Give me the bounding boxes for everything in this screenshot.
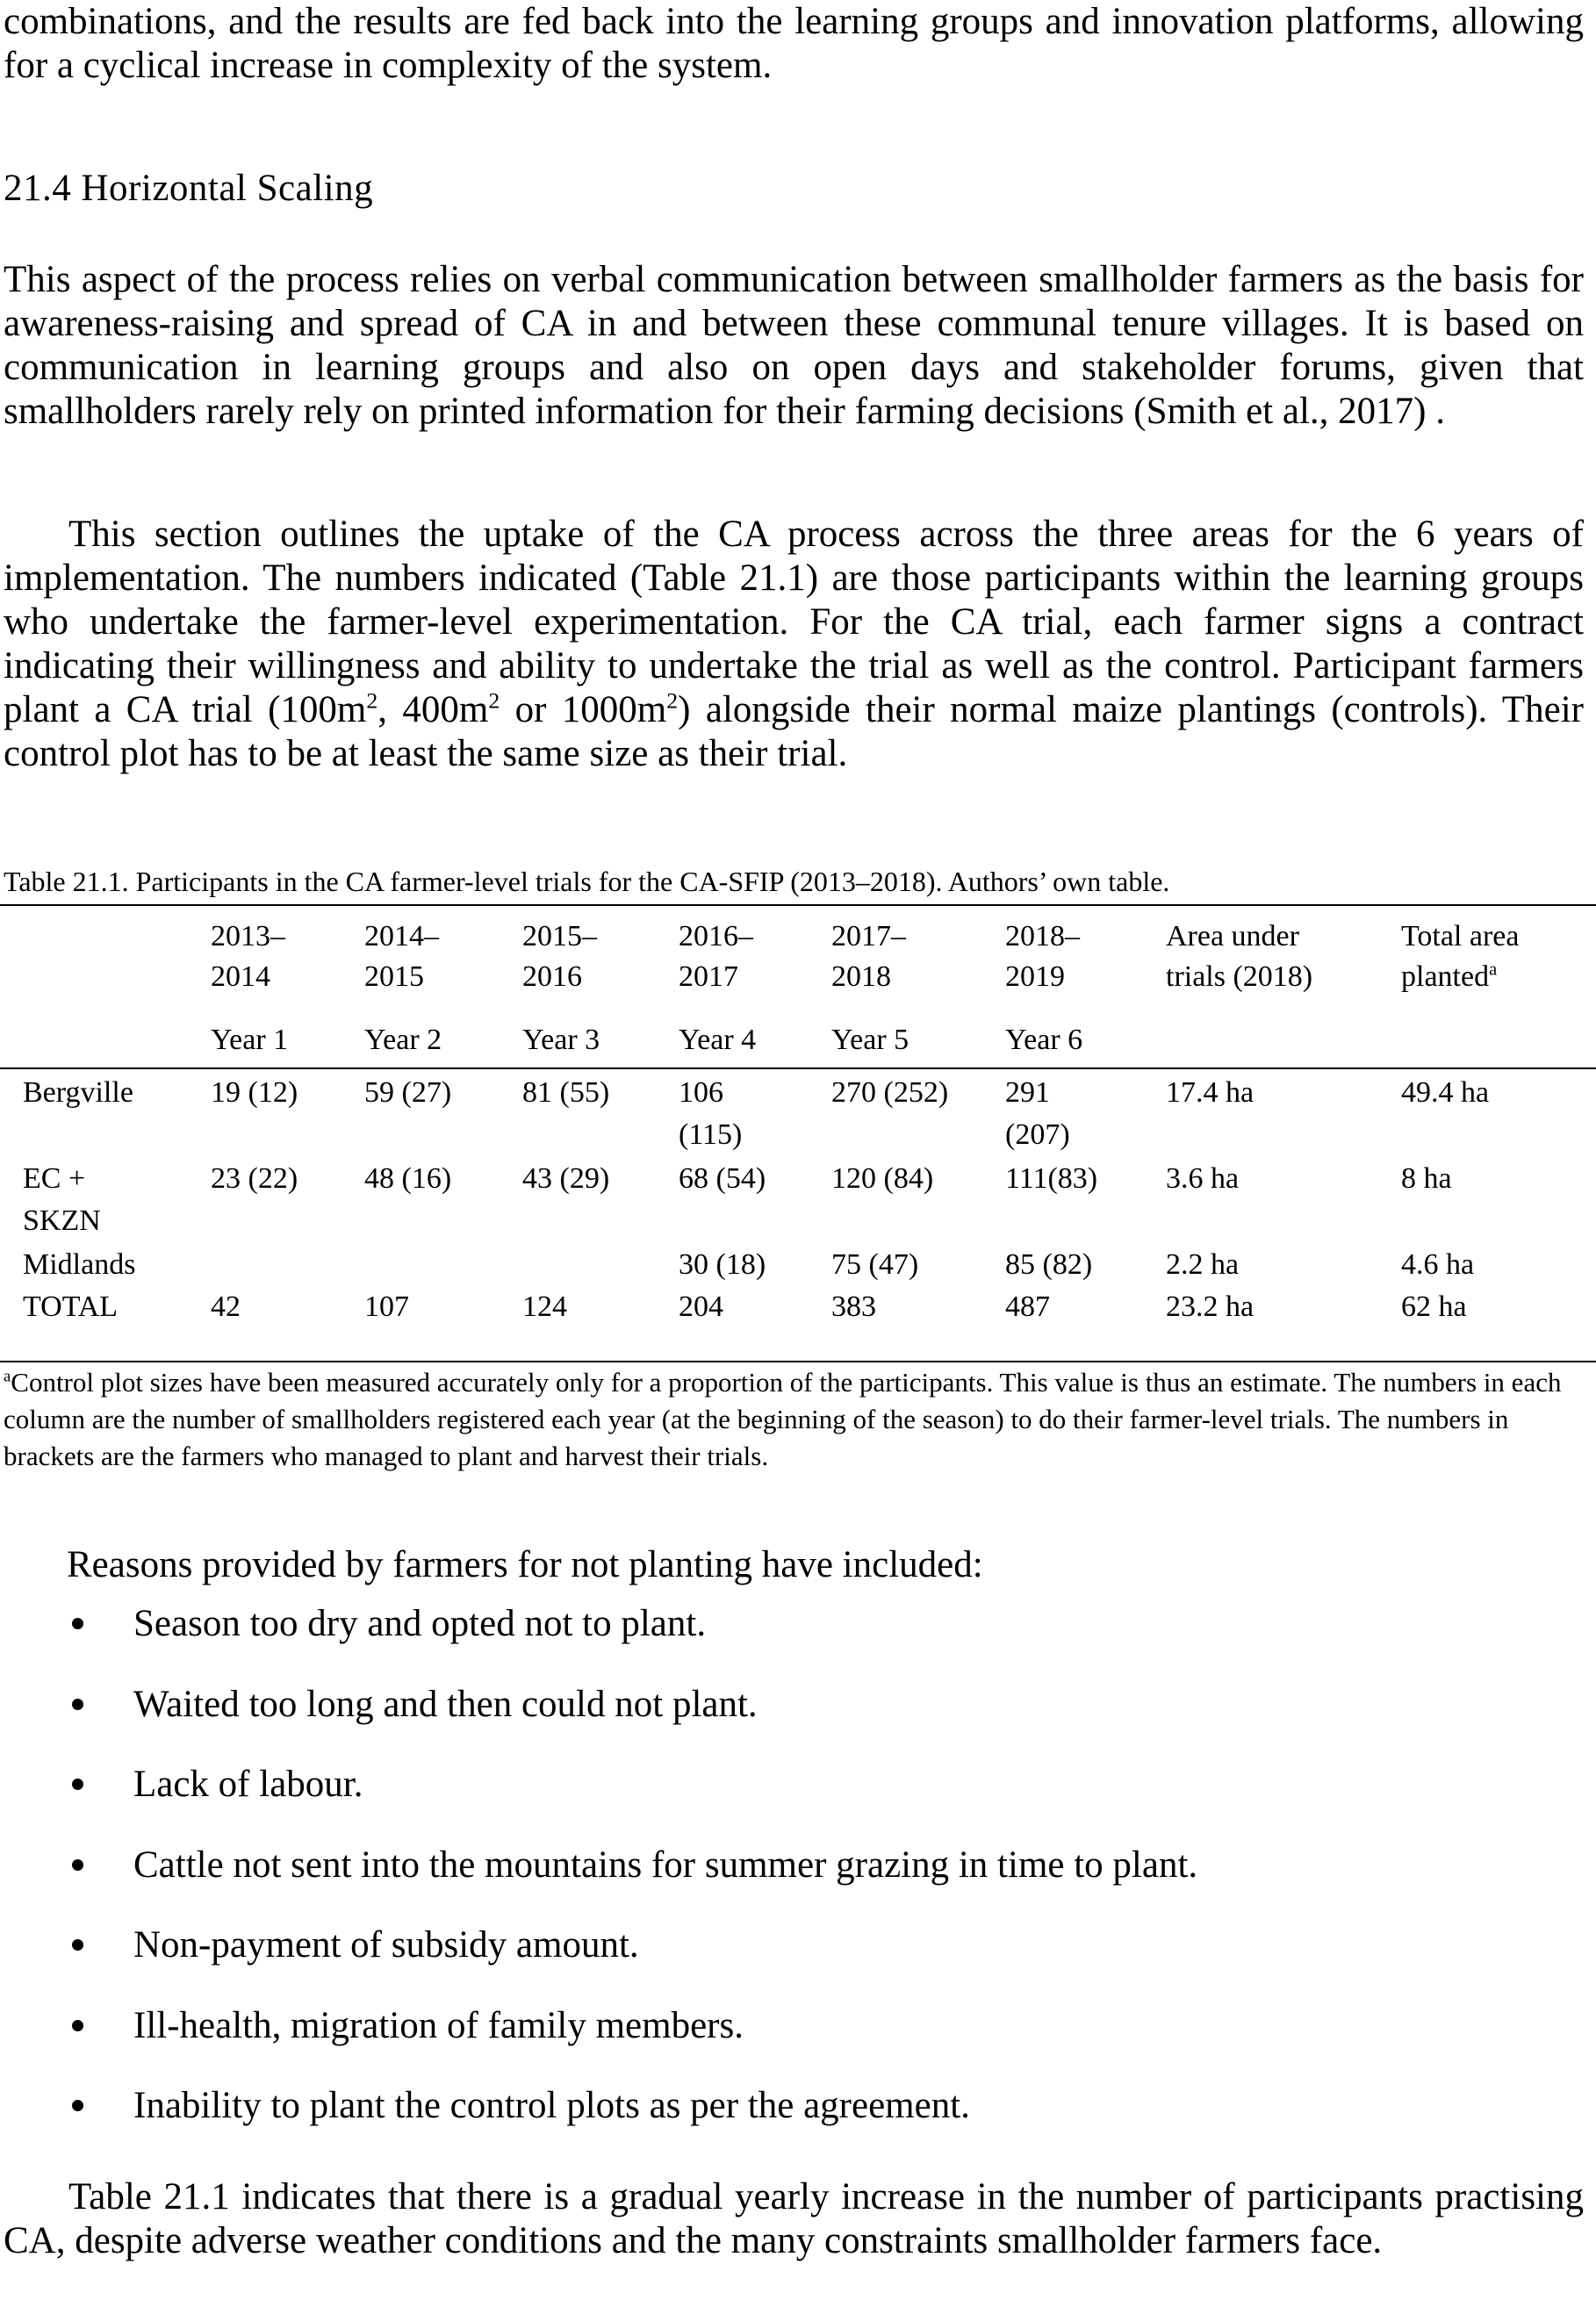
list-item-text: Waited too long and then could not plant.	[133, 1683, 758, 1725]
table-cell: 48 (16)	[364, 1162, 452, 1195]
table-cell: 81 (55)	[522, 1076, 610, 1109]
bullet-icon	[72, 1779, 83, 1790]
table-cell: 85 (82)	[1005, 1248, 1093, 1281]
row-label-cell: EC +	[23, 1162, 86, 1195]
table-cell: 62 ha	[1401, 1290, 1467, 1323]
table-cell: 43 (29)	[522, 1162, 610, 1195]
table-cell: 42	[211, 1290, 241, 1323]
table-footnote	[4, 1364, 1584, 1475]
list-item	[0, 1763, 1596, 1807]
header-year-cell: 2015	[364, 960, 424, 993]
table-cell: 68 (54)	[679, 1162, 766, 1195]
table-cell: 204	[679, 1290, 723, 1323]
bullet-icon	[72, 1699, 83, 1710]
year-label-cell: Year 6	[1005, 1024, 1083, 1056]
header-year-cell: 2018	[831, 960, 891, 993]
table-cell: 120 (84)	[831, 1162, 934, 1195]
table-cell: 106	[679, 1076, 723, 1109]
footnote-text: Control plot sizes have been measured accurately only for a proportion of the participants. This value is thus an estimate. The numbers in each column are the number of smallholders registered each year (at the beginning of the season) to do their farmer-level trials. The numbers in brackets are the farmers who managed to plant and harvest their trials.	[4, 1367, 1562, 1471]
list-item	[0, 1844, 1596, 1887]
paragraph-uptake-part3: or 1000m	[500, 689, 667, 730]
table-header-rule	[0, 1067, 1596, 1069]
paragraph-uptake	[4, 513, 1584, 776]
list-item-text: Non-payment of subsidy amount.	[133, 1924, 639, 1966]
footnote-marker: a	[4, 1367, 11, 1386]
list-item-text: Ill-health, migration of family members.	[133, 2004, 744, 2046]
header-area-cell: Area under	[1166, 920, 1299, 952]
table-cell: 270 (252)	[831, 1076, 949, 1109]
header-total-cell: Total area	[1401, 920, 1520, 952]
header-total-cell: planted$^a$	[1401, 960, 1498, 993]
list-item-text: Season too dry and opted not to plant.	[133, 1603, 707, 1644]
table-cell: 111(83)	[1005, 1162, 1098, 1195]
row-label-cell: Bergville	[23, 1076, 133, 1109]
table-cell: 4.6 ha	[1401, 1248, 1475, 1281]
bullet-icon	[72, 1618, 83, 1629]
row-label-cell: SKZN	[23, 1204, 101, 1237]
list-item-text: Cattle not sent into the mountains for summer grazing in time to plant.	[133, 1844, 1198, 1886]
superscript-2: 2	[666, 687, 679, 714]
paragraph-closing: Table 21.1 indicates that there is a gradual yearly increase in the number of participants practising CA, despite adverse weather conditions and the many constraints smallholder farmers face.	[4, 2176, 1584, 2261]
table-cell: 19 (12)	[211, 1076, 298, 1109]
section-heading: 21.4 Horizontal Scaling	[4, 168, 374, 209]
table-cell: 487	[1005, 1290, 1050, 1323]
table-caption: Table 21.1. Participants in the CA farmer-level trials for the CA-SFIP (2013–2018). Authors’ own table.	[4, 866, 1170, 897]
year-label-cell: Year 1	[211, 1024, 289, 1056]
header-year-cell: 2014–	[364, 920, 439, 952]
year-label-cell: Year 5	[831, 1024, 909, 1056]
table-cell: 124	[522, 1290, 567, 1323]
table-cell: 49.4 ha	[1401, 1076, 1490, 1109]
list-item	[0, 2004, 1596, 2048]
row-label-cell: TOTAL	[23, 1290, 119, 1323]
header-year-cell: 2014	[211, 960, 270, 993]
year-label-cell: Year 4	[679, 1024, 757, 1056]
list-item-text: Inability to plant the control plots as per the agreement.	[133, 2085, 970, 2126]
bullet-icon	[72, 2100, 83, 2111]
bullet-icon	[72, 1859, 83, 1871]
row-label-cell: Midlands	[23, 1248, 136, 1281]
bullet-icon	[72, 1939, 83, 1951]
list-item	[0, 2084, 1596, 2128]
table-cell: 8 ha	[1401, 1162, 1452, 1195]
list-item	[0, 1683, 1596, 1727]
table-cell: 30 (18)	[679, 1248, 766, 1281]
table-cell: 17.4 ha	[1166, 1076, 1255, 1109]
reasons-intro: Reasons provided by farmers for not planting have included:	[67, 1544, 983, 1585]
paragraph-intro-continuation: combinations, and the results are fed back into the learning groups and innovation platforms, allowing for a cyclical increase in complexity of the system.	[4, 1, 1584, 86]
header-year-cell: 2017	[679, 960, 738, 993]
header-area-cell: trials (2018)	[1166, 960, 1313, 993]
table-cell: 59 (27)	[364, 1076, 452, 1109]
header-year-cell: 2017–	[831, 920, 906, 952]
paragraph-uptake-part1: This section outlines the uptake of the CA process across the three areas for the 6 years of implementation. The numbers indicated (Table 21.1) are those participants within the learning groups who undertake the farmer-level experimentation. For the CA trial, each farmer signs a contract indicating their willingness and ability to undertake the trial as well as the control. Participant farmers plant a CA trial (100m	[4, 514, 1584, 730]
header-year-cell: 2018–	[1005, 920, 1080, 952]
superscript-2: 2	[366, 687, 378, 714]
header-total-sup: a	[1489, 960, 1498, 980]
table-cell: 75 (47)	[831, 1248, 919, 1281]
table-cell: 23 (22)	[211, 1162, 298, 1195]
header-year-cell: 2016–	[679, 920, 753, 952]
table-cell: 2.2 ha	[1166, 1248, 1240, 1281]
table-cell: 383	[831, 1290, 876, 1323]
table-cell: (207)	[1005, 1118, 1070, 1151]
bullet-icon	[72, 2020, 83, 2031]
year-label-cell: Year 3	[522, 1024, 600, 1056]
list-item-text: Lack of labour.	[133, 1764, 363, 1805]
table-bottom-rule	[0, 1361, 1596, 1362]
table-top-rule	[0, 904, 1596, 906]
header-year-cell: 2013–	[211, 920, 285, 952]
table-cell: 23.2 ha	[1166, 1290, 1255, 1323]
year-label-cell: Year 2	[364, 1024, 442, 1056]
list-item	[0, 1923, 1596, 1967]
paragraph-horizontal-scaling: This aspect of the process relies on verbal communication between smallholder farmers as the basis for awareness-raising and spread of CA in and between these communal tenure villages. It is based on communication in learning groups and also on open days and stakeholder forums, given that smallholders rarely rely on printed information for their farming decisions (Smith et al., 2017) .	[4, 259, 1584, 432]
table-cell: 291	[1005, 1076, 1050, 1109]
list-item	[0, 1602, 1596, 1646]
header-year-cell: 2016	[522, 960, 582, 993]
header-year-cell: 2015–	[522, 920, 597, 952]
superscript-2: 2	[488, 687, 500, 714]
table-cell: 3.6 ha	[1166, 1162, 1240, 1195]
table-cell: (115)	[679, 1118, 743, 1151]
header-year-cell: 2019	[1005, 960, 1065, 993]
paragraph-uptake-part4: ) alongside their normal maize plantings (controls). Their control plot has to be at least the same size as their trial.	[4, 689, 1584, 774]
table-cell: 107	[364, 1290, 409, 1323]
paragraph-uptake-part2: , 400m	[377, 689, 489, 730]
